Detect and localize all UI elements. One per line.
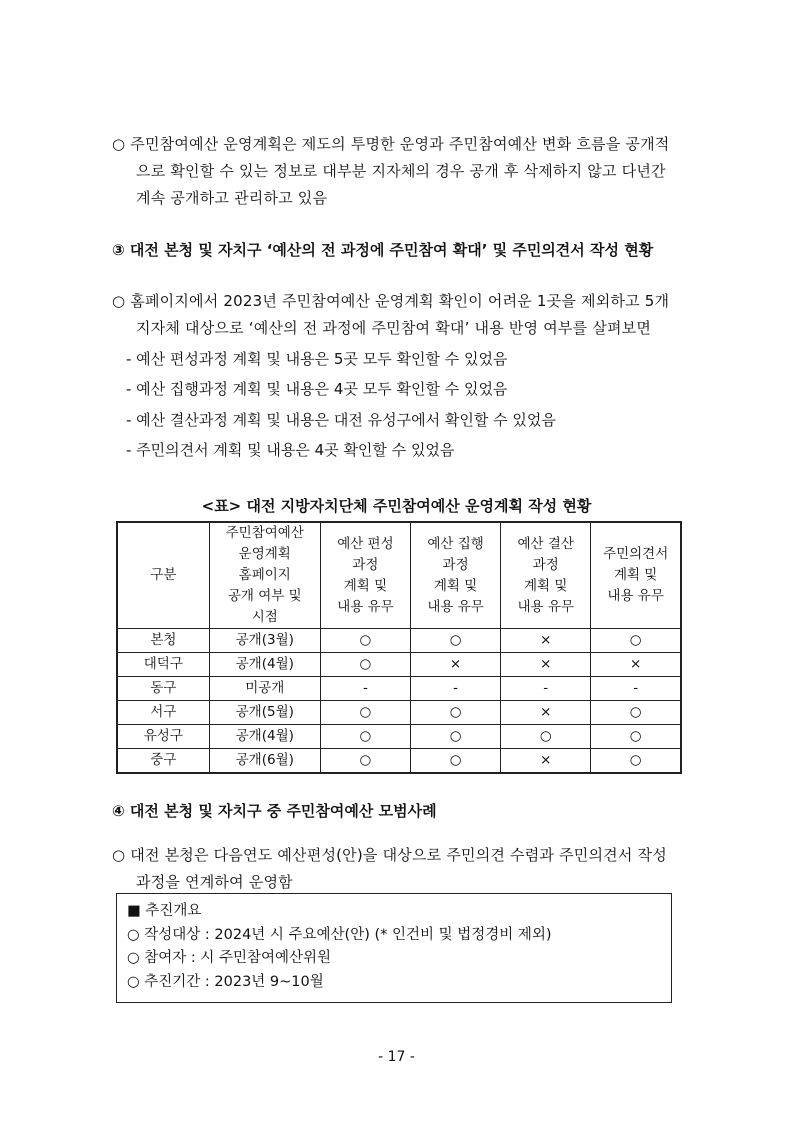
page-number: - 17 -	[378, 1049, 415, 1065]
paragraph-line: 과정을 연계하여 운영함	[136, 873, 293, 891]
box-title: ■ 추진개요	[127, 903, 202, 919]
table-cell: ○	[591, 629, 681, 653]
table-cell: 공개(4월)	[209, 653, 320, 677]
paragraph-line: ○ 주민참여예산 운영계획은 제도의 투명한 운영과 주민참여예산 변화 흐름을 공개적	[112, 135, 670, 153]
header-cell-line: 계획 및	[343, 577, 388, 594]
status-table	[116, 521, 682, 774]
table-cell: ○	[411, 725, 501, 749]
table-row	[117, 725, 681, 749]
box-item: ○ 참여자 : 시 주민참여예산위원	[127, 950, 332, 966]
table-cell: ○	[320, 629, 410, 653]
table-cell: ○	[320, 749, 410, 774]
paragraph-line: 으로 확인할 수 있는 정보로 대부분 지자체의 경우 공개 후 삭제하지 않고 다년간	[136, 162, 666, 180]
header-cell-line: 주민의견서	[603, 546, 669, 562]
table-cell: -	[411, 677, 501, 701]
header-cell-line: 주민참여예산	[225, 525, 304, 541]
table-cell: 공개(3월)	[209, 629, 320, 653]
table-cell: ○	[591, 749, 681, 774]
table-row	[117, 653, 681, 677]
dash-item: - 예산 집행과정 계획 및 내용은 4곳 모두 확인할 수 있었음	[126, 380, 508, 398]
header-cell	[501, 522, 591, 629]
table-cell: -	[591, 677, 681, 701]
table-cell: 유성구	[117, 725, 209, 749]
table-cell: ○	[591, 701, 681, 725]
table-cell: ○	[501, 725, 591, 749]
table-cell: -	[501, 677, 591, 701]
table-cell: ○	[320, 725, 410, 749]
header-cell-line: 과정	[532, 556, 559, 573]
table-cell: ○	[591, 725, 681, 749]
table-cell: 서구	[117, 701, 209, 725]
table-cell: ○	[411, 749, 501, 774]
table-cell: ×	[411, 653, 501, 677]
table-cell: 공개(6월)	[209, 749, 320, 774]
table-cell: ×	[501, 653, 591, 677]
box-item: ○ 작성대상 : 2024년 시 주요예산(안) (* 인건비 및 법정경비 제외)	[127, 926, 552, 943]
paragraph-line: 계속 공개하고 관리하고 있음	[136, 189, 328, 207]
dash-item: - 예산 편성과정 계획 및 내용은 5곳 모두 확인할 수 있었음	[126, 350, 508, 368]
section-heading-4: ④ 대전 본청 및 자치구 중 주민참여예산 모범사례	[112, 802, 437, 820]
table-cell: ○	[411, 629, 501, 653]
paragraph-line: ○ 홈페이지에서 2023년 주민참여예산 운영계획 확인이 어려운 1곳을 제외하고 5개	[112, 292, 670, 310]
box-item: ○ 추진기간 : 2023년 9~10월	[127, 973, 324, 990]
header-cell	[209, 522, 320, 629]
table-cell: 미공개	[209, 677, 320, 701]
header-cell-line: 내용 유무	[337, 598, 394, 615]
header-cell-line: 계획 및	[524, 577, 568, 594]
table-cell: 동구	[117, 677, 209, 701]
table-cell: 공개(5월)	[209, 701, 320, 725]
table-cell: ○	[320, 701, 410, 725]
header-cell-line: 예산 편성	[337, 535, 394, 552]
table-row	[117, 701, 681, 725]
section-heading-3: ③ 대전 본청 및 자치구 ‘예산의 전 과정에 주민참여 확대’ 및 주민의견서 작성 현황	[112, 241, 654, 259]
intro-paragraph	[112, 131, 684, 212]
table-cell: ×	[501, 701, 591, 725]
header-cell-line: 내용 유무	[607, 588, 664, 604]
table-cell: ×	[591, 653, 681, 677]
header-cell-line: 과정	[442, 556, 469, 573]
table-header-row	[117, 522, 681, 629]
header-cell-line: 내용 유무	[427, 598, 484, 615]
paragraph-line: 지자체 대상으로 ‘예산의 전 과정에 주민참여 확대’ 내용 반영 여부를 살펴보면	[136, 319, 652, 337]
header-cell-line: 시점	[251, 609, 278, 625]
table-cell: ×	[501, 749, 591, 774]
header-cell-line: 홈페이지	[238, 567, 291, 583]
header-cell-line: 계획 및	[613, 567, 658, 583]
table-cell: -	[320, 677, 410, 701]
overview-box	[116, 893, 672, 1003]
table-caption: <표> 대전 지방자치단체 주민참여예산 운영계획 작성 현황	[201, 497, 592, 515]
dash-item: - 예산 결산과정 계획 및 내용은 대전 유성구에서 확인할 수 있었음	[126, 411, 556, 429]
paragraph-line: ○ 대전 본청은 다음연도 예산편성(안)을 대상으로 주민의견 수렴과 주민의견서 작성	[112, 846, 667, 864]
table-cell: ○	[320, 653, 410, 677]
header-cell-line: 예산 집행	[427, 535, 484, 552]
table-row	[117, 677, 681, 701]
header-cell-line: 운영계획	[238, 546, 291, 562]
table-cell: ○	[411, 701, 501, 725]
best-practice-paragraph	[112, 842, 684, 896]
table-row	[117, 629, 681, 653]
header-cell-line: 예산 결산	[517, 535, 574, 552]
header-cell-line: 과정	[352, 556, 379, 573]
header-cell-line: 내용 유무	[517, 598, 574, 615]
table-cell: 대덕구	[117, 653, 209, 677]
header-cell-line: 계획 및	[433, 577, 478, 594]
header-cell	[411, 522, 501, 629]
header-cell	[320, 522, 410, 629]
dash-item: - 주민의견서 계획 및 내용은 4곳 확인할 수 있었음	[126, 441, 455, 459]
header-cell-line: 구분	[150, 567, 177, 583]
status-paragraph	[112, 288, 684, 342]
header-cell	[117, 522, 209, 629]
table-cell: ×	[501, 629, 591, 653]
table-cell: 본청	[117, 629, 209, 653]
header-cell	[591, 522, 681, 629]
table-cell: 공개(4월)	[209, 725, 320, 749]
table-row	[117, 749, 681, 774]
table-cell: 중구	[117, 749, 209, 774]
header-cell-line: 공개 여부 및	[227, 588, 302, 604]
